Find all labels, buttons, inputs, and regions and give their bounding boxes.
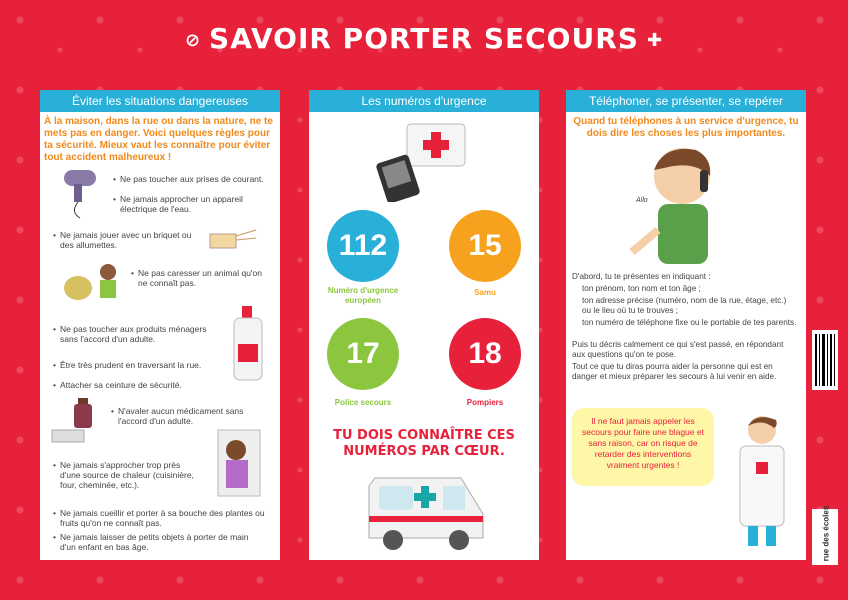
list-item: ton adresse précise (numéro, nom de la rue, étage, etc.) ou le lieu où tu te trouves ;: [582, 296, 787, 315]
paragraph: Tout ce que tu diras pourra aider la personne qui est en danger et mieux préparer les secours à lui venir en aide.: [572, 362, 777, 381]
number-112: 112: [327, 210, 399, 282]
panel-intro: À la maison, dans la rue ou dans la nature, ne te mets pas en danger. Voici quelques règles pour ta sécurité. Mieux vaut les connaître pour éviter tout accident malheureux !: [44, 116, 273, 163]
first-aid-phone-icon: [375, 118, 475, 202]
hairdryer-icon: [60, 166, 104, 220]
panel-dangers: [40, 90, 280, 560]
matches-icon: [208, 226, 258, 250]
list-item: ton prénom, ton nom et ton âge ;: [582, 284, 701, 293]
list-item: • Ne jamais cueillir et porter à sa bouche des plantes ou fruits qu'on ne connaît pas.: [60, 508, 265, 528]
number-label: Samu: [474, 288, 496, 297]
list-item: • Ne pas toucher aux produits ménagers sans l'accord d'un adulte.: [60, 324, 210, 344]
number-17: 17: [327, 318, 399, 390]
child-animal-icon: [58, 258, 128, 306]
barcode-icon: [812, 330, 838, 390]
medicine-icon: [50, 396, 106, 446]
allo-label: Allo: [636, 197, 648, 204]
lead-text: D'abord, tu te présentes en indiquant :: [572, 272, 711, 281]
slogan: TU DOIS CONNAÎTRE CES NUMÉROS PAR CŒUR.: [333, 428, 515, 459]
list-item: • Ne jamais approcher un appareil électrique de l'eau.: [120, 194, 270, 214]
panel-heading: Les numéros d'urgence: [309, 90, 539, 112]
panel-calling: [566, 90, 806, 560]
bandage-icon: ⊘: [184, 29, 202, 51]
number-label: Numéro d'urgence européen: [327, 286, 399, 305]
brand-logo: [812, 505, 838, 565]
panel-intro: Quand tu téléphones à un service d'urgence, tu dois dire les choses les plus importantes.: [573, 116, 799, 139]
list-item: • Ne pas caresser un animal qu'on ne connaît pas.: [138, 268, 268, 288]
cross-icon: ✚: [646, 29, 664, 51]
list-item: ton numéro de téléphone fixe ou le portable de tes parents.: [582, 318, 797, 327]
warning-bubble: Il ne faut jamais appeler les secours pour faire une blague et sans raison, car on risque de retarder des interventions vraiment urgentes !: [572, 408, 714, 486]
brand-label: rue des écoles: [821, 505, 831, 562]
number-15: 15: [449, 210, 521, 282]
list-item: • Être très prudent en traversant la rue.: [60, 360, 210, 370]
paragraph: Puis tu décris calmement ce qui s'est passé, en répondant aux questions qu'on te pose.: [572, 340, 784, 359]
list-item: • Ne jamais s'approcher trop près d'une source de chaleur (cuisinière, four, cheminée, etc.).: [60, 460, 200, 490]
list-item: • Ne jamais jouer avec un briquet ou des allumettes.: [60, 230, 200, 250]
number-label: Police secours: [334, 398, 392, 407]
page-title: ⊘ SAVOIR PORTER SECOURS ✚: [184, 22, 664, 55]
panel-emergency-numbers: [309, 90, 539, 560]
list-item: • Ne jamais laisser de petits objets à porter de main d'un enfant en bas âge.: [60, 532, 265, 552]
side-strip: [812, 330, 838, 560]
number-label: Pompiers: [466, 398, 504, 407]
list-item: • N'avaler aucun médicament sans l'accord d'un adulte.: [118, 406, 268, 426]
number-18: 18: [449, 318, 521, 390]
list-item: • Ne pas toucher aux prises de courant.: [120, 174, 270, 184]
bleach-bottle-icon: [230, 304, 266, 384]
ambulance-icon: [361, 468, 491, 552]
doctor-icon: [726, 412, 796, 552]
child-oven-icon: [214, 420, 264, 500]
list-item: • Attacher sa ceinture de sécurité.: [60, 380, 210, 390]
panel-heading: Téléphoner, se présenter, se repérer: [566, 90, 806, 112]
panel-heading: Éviter les situations dangereuses: [40, 90, 280, 112]
